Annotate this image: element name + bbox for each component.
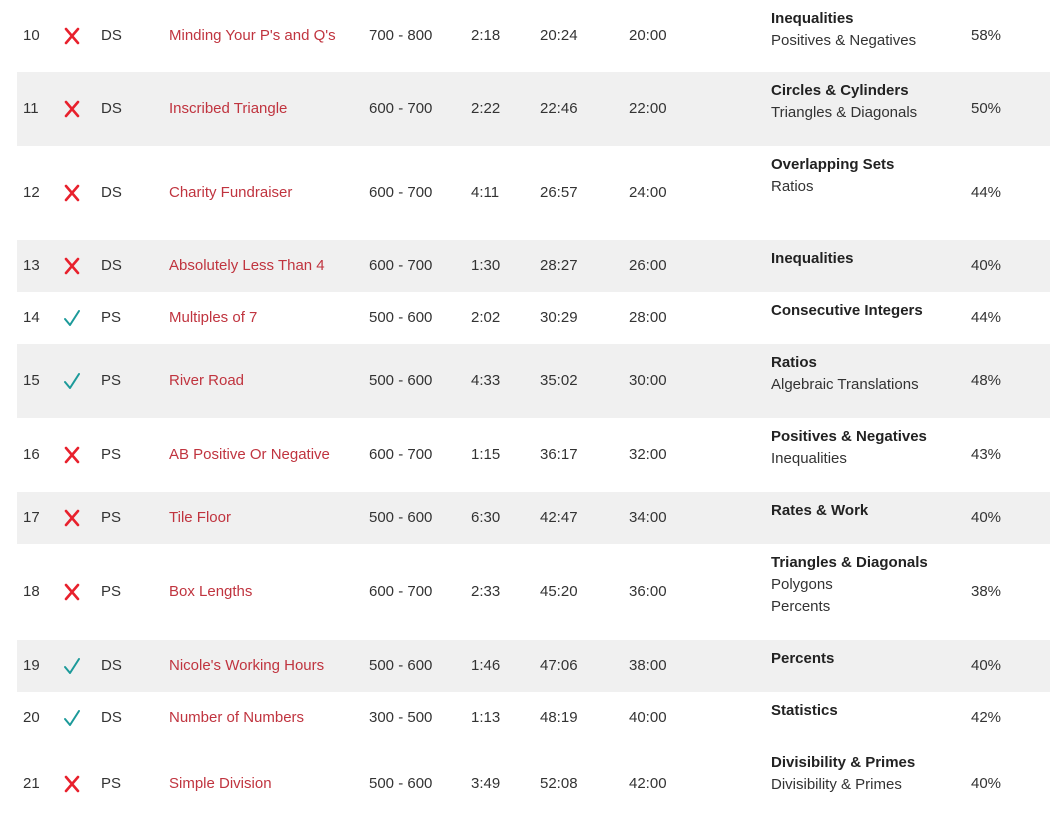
x-mark-icon <box>62 508 82 528</box>
difficulty: 600 - 700 <box>369 583 433 600</box>
question-type: DS <box>101 27 122 44</box>
difficulty: 600 - 700 <box>369 184 433 201</box>
topic-primary: Divisibility & Primes <box>771 754 916 771</box>
percent-correct: 40% <box>971 257 1002 274</box>
question-number: 20 <box>23 709 40 726</box>
results-table <box>17 0 1050 824</box>
question-title-link[interactable]: Number of Numbers <box>169 709 305 726</box>
topic-secondary: Percents <box>771 598 831 615</box>
target-time: 38:00 <box>629 657 667 674</box>
question-type: PS <box>101 583 122 600</box>
time-spent: 1:15 <box>471 446 501 463</box>
topic-primary: Positives & Negatives <box>771 428 927 445</box>
check-mark-icon <box>62 371 82 391</box>
topic-secondary: Positives & Negatives <box>771 32 917 49</box>
difficulty: 600 - 700 <box>369 446 433 463</box>
question-title-link[interactable]: Charity Fundraiser <box>169 184 293 201</box>
table-row <box>17 692 1050 744</box>
percent-correct: 40% <box>971 509 1002 526</box>
question-number: 21 <box>23 775 40 792</box>
difficulty: 600 - 700 <box>369 100 433 117</box>
topics <box>771 248 854 270</box>
topics <box>771 648 834 670</box>
target-time: 26:00 <box>629 257 667 274</box>
table-row <box>17 544 1050 640</box>
elapsed-time: 30:29 <box>540 309 578 326</box>
question-type: PS <box>101 509 122 526</box>
target-time: 40:00 <box>629 709 667 726</box>
time-spent: 4:11 <box>471 184 500 201</box>
target-time: 36:00 <box>629 583 667 600</box>
topics <box>771 500 868 522</box>
target-time: 22:00 <box>629 100 667 117</box>
question-type: DS <box>101 657 122 674</box>
question-number: 17 <box>23 509 40 526</box>
difficulty: 500 - 600 <box>369 372 433 389</box>
topic-primary: Ratios <box>771 354 817 371</box>
target-time: 32:00 <box>629 446 667 463</box>
table-row <box>17 240 1050 292</box>
question-type: PS <box>101 775 122 792</box>
question-number: 13 <box>23 257 40 274</box>
percent-correct: 44% <box>971 184 1002 201</box>
question-number: 16 <box>23 446 40 463</box>
x-mark-icon <box>62 256 82 276</box>
time-spent: 1:13 <box>471 709 501 726</box>
topic-primary: Circles & Cylinders <box>771 82 909 99</box>
x-mark-icon <box>62 774 82 794</box>
question-type: DS <box>101 100 122 117</box>
target-time: 34:00 <box>629 509 667 526</box>
table-row <box>17 344 1050 418</box>
time-spent: 3:49 <box>471 775 501 792</box>
time-spent: 2:22 <box>471 100 501 117</box>
question-title-link[interactable]: Inscribed Triangle <box>169 100 288 117</box>
question-title-link[interactable]: River Road <box>169 372 245 389</box>
question-number: 12 <box>23 184 40 201</box>
elapsed-time: 47:06 <box>540 657 578 674</box>
topic-secondary: Ratios <box>771 178 814 195</box>
percent-correct: 48% <box>971 372 1002 389</box>
elapsed-time: 42:47 <box>540 509 578 526</box>
topics <box>771 300 923 322</box>
difficulty: 500 - 600 <box>369 509 433 526</box>
table-row <box>17 72 1050 146</box>
topic-secondary: Divisibility & Primes <box>771 776 902 793</box>
question-number: 18 <box>23 583 40 600</box>
percent-correct: 58% <box>971 27 1002 44</box>
table-row <box>17 418 1050 492</box>
topics <box>771 752 915 796</box>
question-title-link[interactable]: Absolutely Less Than 4 <box>169 257 325 274</box>
table-row <box>17 744 1050 824</box>
time-spent: 2:18 <box>471 27 501 44</box>
elapsed-time: 52:08 <box>540 775 578 792</box>
check-mark-icon <box>62 308 82 328</box>
x-mark-icon <box>62 582 82 602</box>
elapsed-time: 26:57 <box>540 184 578 201</box>
topic-primary: Percents <box>771 650 835 667</box>
question-number: 14 <box>23 309 40 326</box>
target-time: 24:00 <box>629 184 667 201</box>
table-row <box>17 146 1050 240</box>
check-mark-icon <box>62 708 82 728</box>
percent-correct: 43% <box>971 446 1002 463</box>
time-spent: 1:30 <box>471 257 501 274</box>
percent-correct: 44% <box>971 309 1002 326</box>
question-type: PS <box>101 446 122 463</box>
percent-correct: 38% <box>971 583 1002 600</box>
topics <box>771 80 917 124</box>
question-number: 19 <box>23 657 40 674</box>
question-type: DS <box>101 709 122 726</box>
x-mark-icon <box>62 99 82 119</box>
question-type: PS <box>101 309 122 326</box>
topic-secondary: Polygons <box>771 576 833 593</box>
topics <box>771 352 919 396</box>
time-spent: 2:02 <box>471 309 501 326</box>
difficulty: 500 - 600 <box>369 309 433 326</box>
topic-secondary: Triangles & Diagonals <box>771 104 918 121</box>
time-spent: 2:33 <box>471 583 501 600</box>
percent-correct: 40% <box>971 775 1002 792</box>
time-spent: 6:30 <box>471 509 501 526</box>
percent-correct: 42% <box>971 709 1002 726</box>
topic-primary: Consecutive Integers <box>771 302 923 319</box>
topics <box>771 700 838 722</box>
question-type: DS <box>101 184 122 201</box>
topic-secondary: Algebraic Translations <box>771 376 919 393</box>
difficulty: 500 - 600 <box>369 657 433 674</box>
question-title-link[interactable]: Multiples of 7 <box>169 309 258 326</box>
question-type: PS <box>101 372 122 389</box>
topic-primary: Inequalities <box>771 250 854 267</box>
question-title-link[interactable]: Minding Your P's and Q's <box>169 27 336 44</box>
difficulty: 600 - 700 <box>369 257 433 274</box>
difficulty: 700 - 800 <box>369 27 433 44</box>
table-row <box>17 492 1050 544</box>
question-title-link[interactable]: Box Lengths <box>169 583 253 600</box>
table-row <box>17 0 1050 72</box>
question-title-link[interactable]: Simple Division <box>169 775 272 792</box>
elapsed-time: 48:19 <box>540 709 578 726</box>
elapsed-time: 28:27 <box>540 257 578 274</box>
x-mark-icon <box>62 26 82 46</box>
target-time: 42:00 <box>629 775 667 792</box>
percent-correct: 50% <box>971 100 1002 117</box>
target-time: 30:00 <box>629 372 667 389</box>
elapsed-time: 35:02 <box>540 372 578 389</box>
time-spent: 4:33 <box>471 372 501 389</box>
topic-primary: Triangles & Diagonals <box>771 554 928 571</box>
question-title-link[interactable]: Nicole's Working Hours <box>169 657 325 674</box>
topic-primary: Statistics <box>771 702 838 719</box>
elapsed-time: 45:20 <box>540 583 578 600</box>
percent-correct: 40% <box>971 657 1002 674</box>
question-title-link[interactable]: Tile Floor <box>169 509 231 526</box>
question-number: 11 <box>23 100 39 117</box>
topics <box>771 154 894 198</box>
elapsed-time: 36:17 <box>540 446 578 463</box>
topics <box>771 8 916 52</box>
difficulty: 300 - 500 <box>369 709 433 726</box>
difficulty: 500 - 600 <box>369 775 433 792</box>
topic-primary: Overlapping Sets <box>771 156 895 173</box>
table-row <box>17 640 1050 692</box>
topic-primary: Rates & Work <box>771 502 869 519</box>
x-mark-icon <box>62 445 82 465</box>
question-title-link[interactable]: AB Positive Or Negative <box>169 446 330 463</box>
elapsed-time: 22:46 <box>540 100 578 117</box>
time-spent: 1:46 <box>471 657 501 674</box>
elapsed-time: 20:24 <box>540 27 578 44</box>
question-number: 10 <box>23 27 40 44</box>
check-mark-icon <box>62 656 82 676</box>
topics <box>771 426 927 470</box>
topic-primary: Inequalities <box>771 10 854 27</box>
question-type: DS <box>101 257 122 274</box>
question-number: 15 <box>23 372 40 389</box>
x-mark-icon <box>62 183 82 203</box>
target-time: 28:00 <box>629 309 667 326</box>
topics <box>771 552 928 618</box>
topic-secondary: Inequalities <box>771 450 847 467</box>
table-row <box>17 292 1050 344</box>
target-time: 20:00 <box>629 27 667 44</box>
